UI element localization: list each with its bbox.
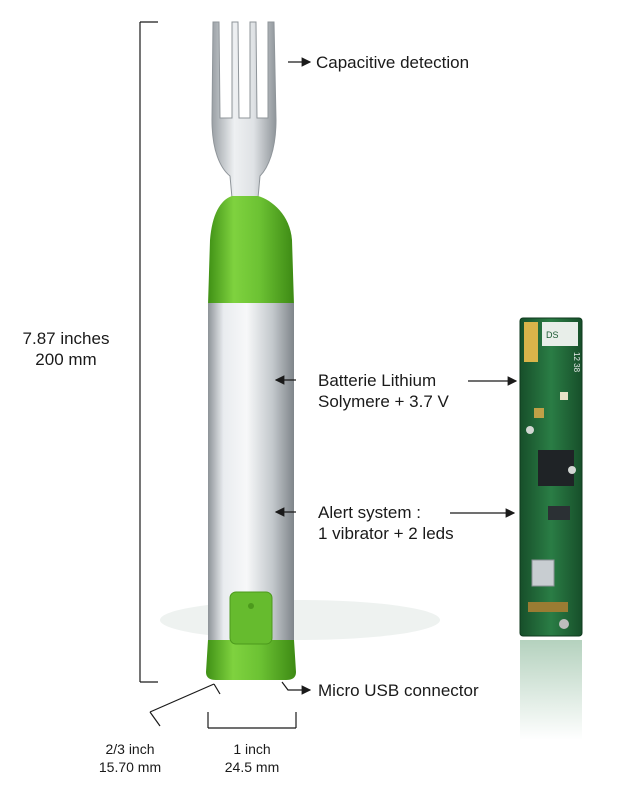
- pcb-board: [520, 318, 582, 636]
- pcb-component: [559, 619, 569, 629]
- height-bracket: [140, 22, 158, 682]
- usb-cover-dot: [248, 603, 254, 609]
- depth-inches: 2/3 inch: [105, 741, 155, 757]
- alert-line-1: Alert system :: [318, 503, 421, 522]
- pcb-chip: [548, 506, 570, 520]
- pcb-component: [560, 392, 568, 400]
- depth-dimension-label: [80, 740, 180, 776]
- floor-shadow: [160, 600, 440, 640]
- depth-mm: 15.70 mm: [98, 759, 162, 775]
- handle-bottom-cap: [206, 640, 296, 680]
- pcb-usb-port: [532, 560, 554, 586]
- usb-arrow: [282, 682, 310, 690]
- callout-battery: [318, 370, 449, 412]
- callout-alert-system: [318, 502, 454, 544]
- depth-bracket: [150, 684, 220, 726]
- pcb-marking-side: 12 38: [572, 352, 581, 373]
- pcb-reflection: [520, 640, 582, 740]
- callout-capacitive-detection: Capacitive detection: [316, 53, 470, 72]
- pcb-led: [568, 466, 576, 474]
- width-mm: 24.5 mm: [224, 759, 280, 775]
- callout-micro-usb: Micro USB connector: [318, 681, 479, 700]
- pcb-gold-contact: [524, 322, 538, 362]
- pcb-marking-top: DS: [546, 330, 559, 340]
- alert-line-2: 1 vibrator + 2 leds: [318, 524, 454, 543]
- usb-cover-button: [230, 592, 272, 644]
- height-inches: 7.87 inches: [22, 329, 110, 348]
- width-dimension-label: [204, 740, 300, 776]
- pcb-led: [526, 426, 534, 434]
- battery-line-2: Solymere + 3.7 V: [318, 392, 449, 411]
- handle-top-cap: [208, 196, 294, 305]
- height-mm: 200 mm: [35, 350, 97, 369]
- pcb-component: [534, 408, 544, 418]
- battery-line-1: Batterie Lithium: [318, 371, 437, 390]
- height-dimension-label: [10, 328, 122, 370]
- fork-tines: [212, 22, 276, 198]
- width-inches: 1 inch: [233, 741, 271, 757]
- pcb-component: [528, 602, 568, 612]
- width-bracket: [208, 712, 296, 728]
